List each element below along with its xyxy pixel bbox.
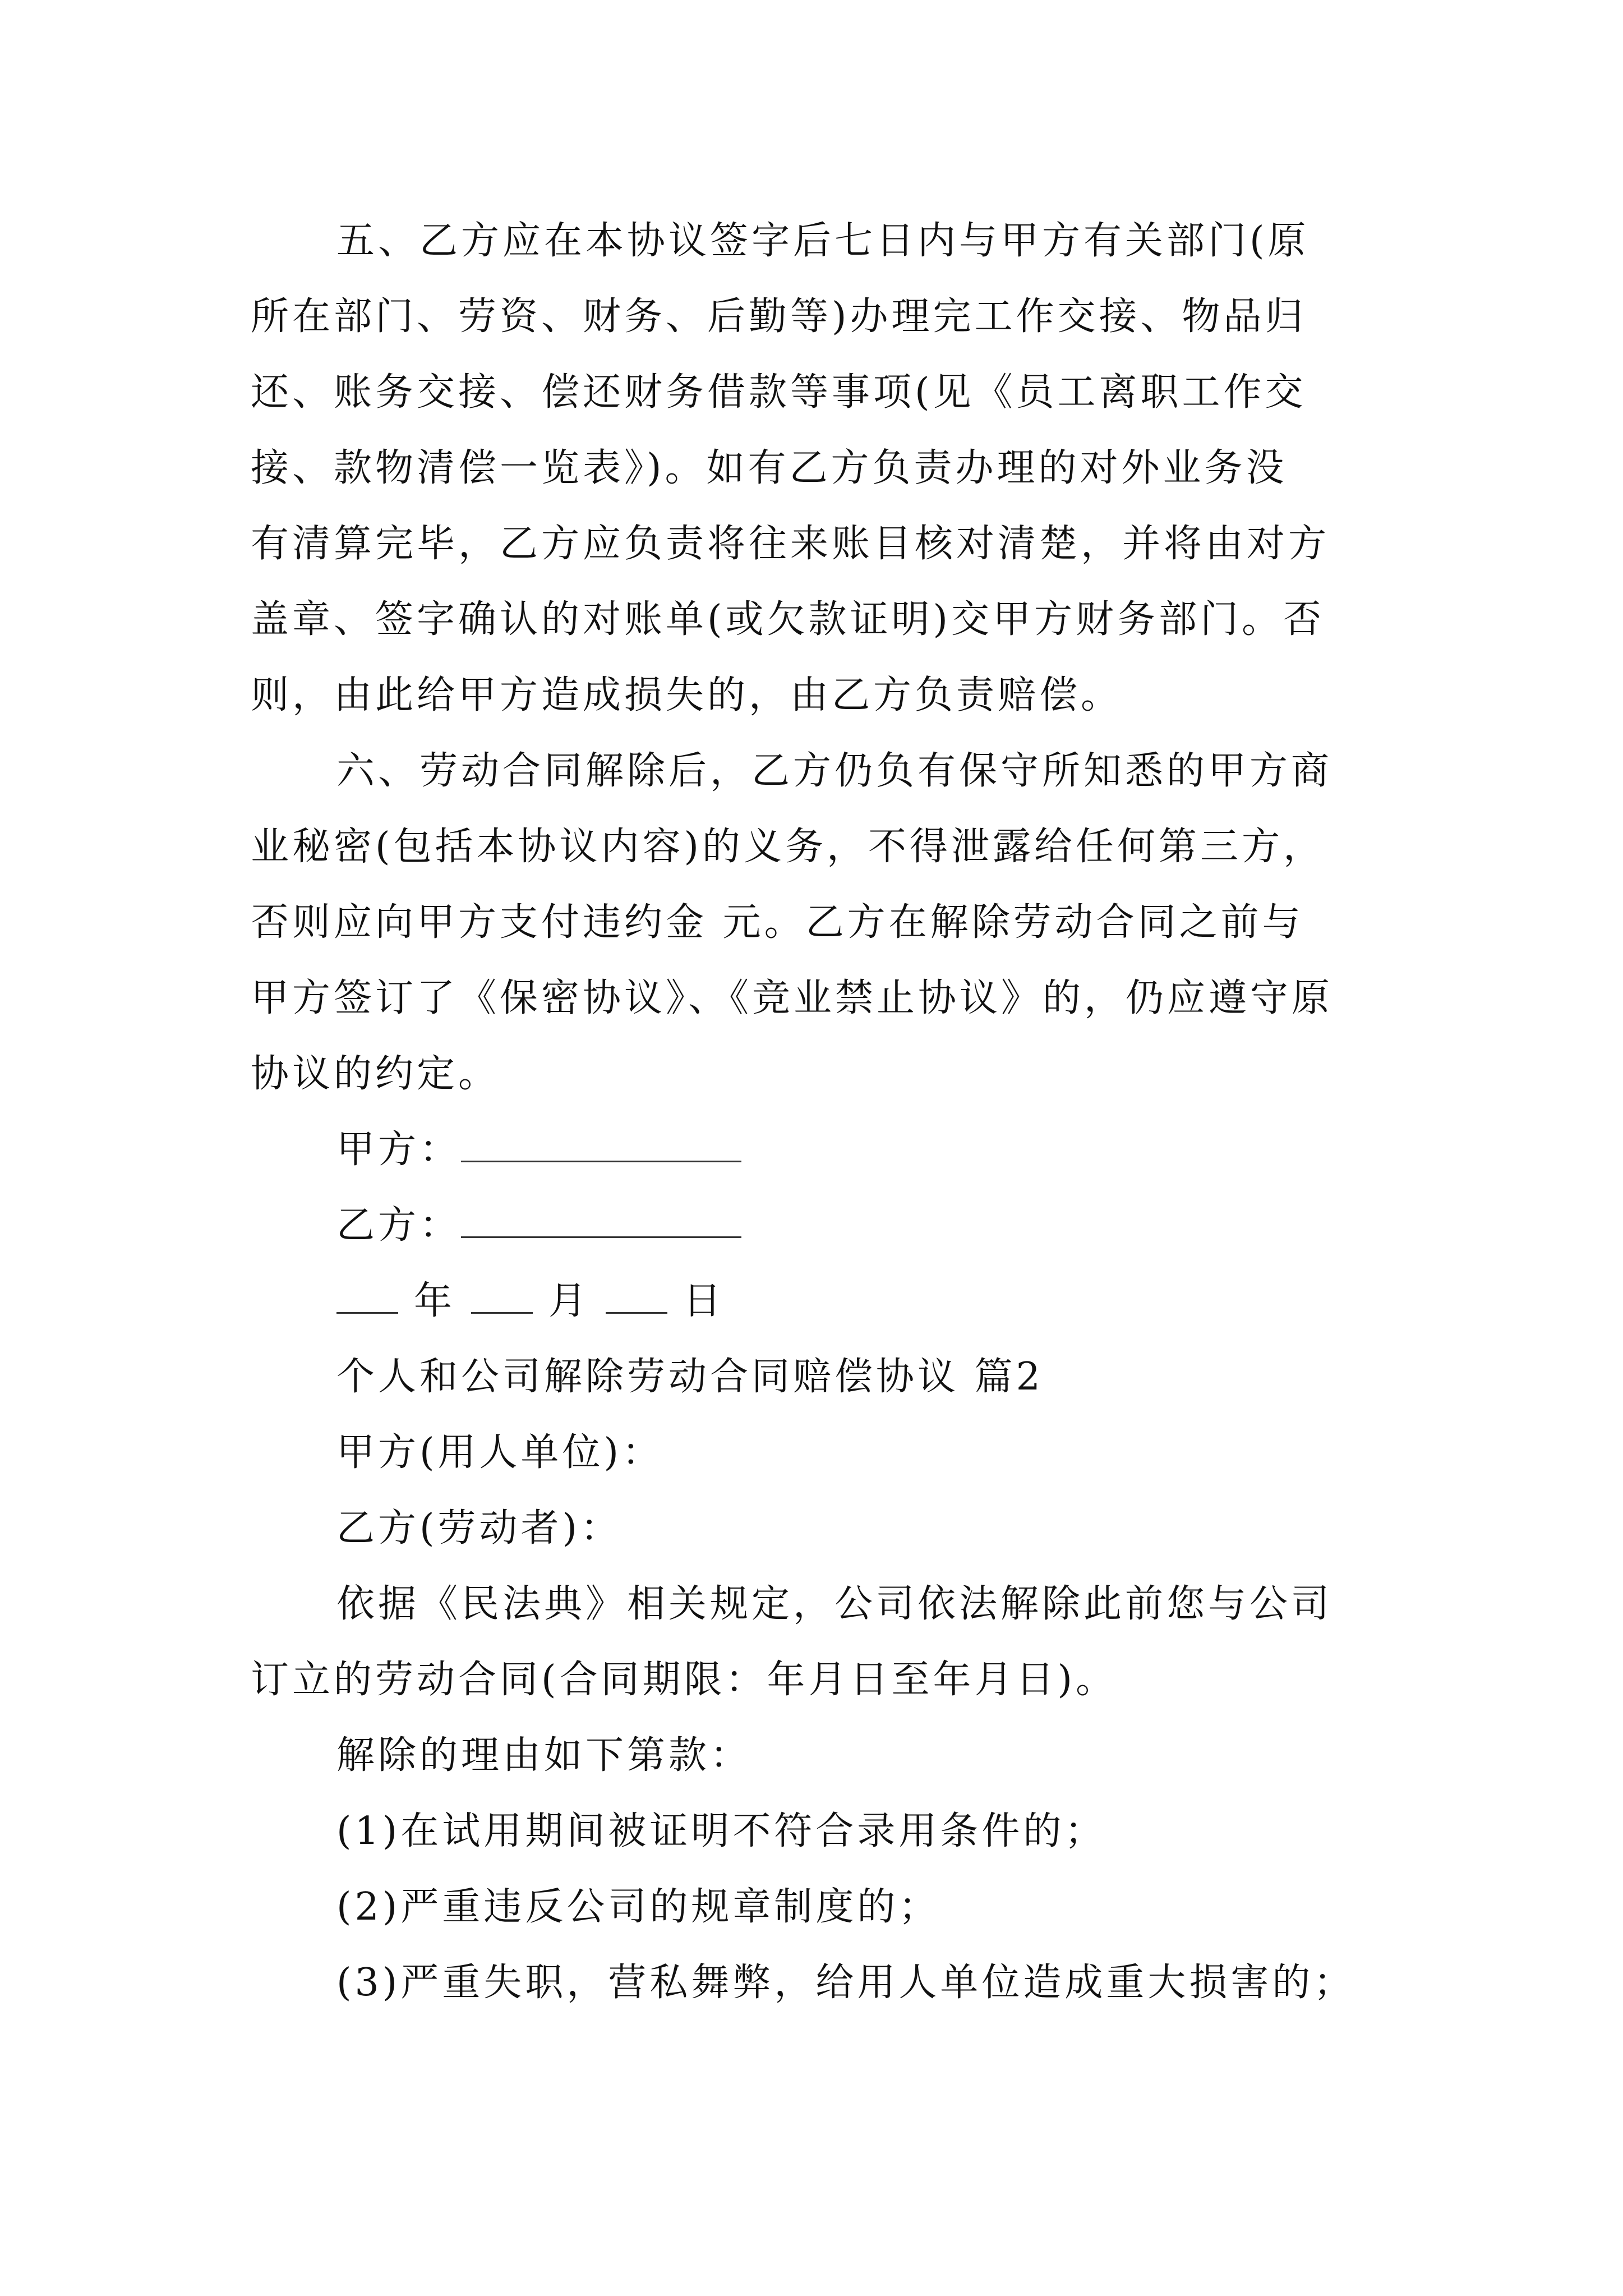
- party-b-signature-line: [336, 1203, 741, 1248]
- day-blank: [606, 1280, 667, 1314]
- section5-line-4: 接、款物清偿一览表》)。如有乙方负责办理的对外业务没: [251, 446, 1288, 490]
- section6-line-5: 协议的约定。: [251, 1052, 500, 1096]
- section6-line-1: 六、劳动合同解除后，乙方仍负有保守所知悉的甲方商: [336, 749, 1333, 793]
- section6-line-2: 业秘密(包括本协议内容)的义务，不得泄露给任何第三方，: [251, 825, 1325, 869]
- part2-title: 个人和公司解除劳动合同赔偿协议 篇2: [336, 1355, 1044, 1399]
- party-a-signature-line: [336, 1128, 741, 1172]
- section6-line-3: 否则应向甲方支付违约金 元。乙方在解除劳动合同之前与: [251, 900, 1304, 945]
- part2-basis-line-2: 订立的劳动合同(合同期限：年月日至年月日)。: [251, 1658, 1118, 1702]
- year-blank: [336, 1280, 398, 1314]
- part2-reason-heading: 解除的理由如下第款：: [336, 1733, 752, 1778]
- party-b-blank: [461, 1204, 741, 1238]
- party-a-label: 甲方：: [336, 1128, 462, 1172]
- year-label: 年: [414, 1279, 456, 1323]
- part2-reason-3: (3)严重失职，营私舞弊，给用人单位造成重大损害的；: [336, 1961, 1355, 2005]
- part2-basis-line-1: 依据《民法典》相关规定，公司依法解除此前您与公司: [336, 1582, 1333, 1626]
- section5-line-5: 有清算完毕，乙方应负责将往来账目核对清楚，并将由对方: [251, 522, 1330, 566]
- party-a-blank: [461, 1128, 741, 1162]
- part2-party-b: 乙方(劳动者)：: [336, 1506, 623, 1550]
- date-line: [336, 1279, 725, 1324]
- part2-reason-2: (2)严重违反公司的规章制度的；: [336, 1885, 940, 1929]
- part2-reason-1: (1)在试用期间被证明不符合录用条件的；: [336, 1809, 1106, 1853]
- party-b-label: 乙方：: [336, 1203, 462, 1248]
- section5-line-2: 所在部门、劳资、财务、后勤等)办理完工作交接、物品归: [251, 295, 1307, 339]
- section5-line-1: 五、乙方应在本协议签字后七日内与甲方有关部门(原: [336, 219, 1310, 263]
- section6-line-4: 甲方签订了《保密协议》、《竞业禁止协议》的，仍应遵守原: [251, 976, 1334, 1020]
- month-blank: [471, 1280, 533, 1314]
- month-label: 月: [548, 1279, 591, 1323]
- day-label: 日: [683, 1279, 725, 1323]
- section5-line-6: 盖章、签字确认的对账单(或欠款证明)交甲方财务部门。否: [251, 597, 1325, 642]
- part2-party-a: 甲方(用人单位)：: [336, 1430, 664, 1475]
- section5-line-7: 则，由此给甲方造成损失的，由乙方负责赔偿。: [251, 673, 1123, 717]
- section5-line-3: 还、账务交接、偿还财务借款等事项(见《员工离职工作交: [251, 370, 1307, 415]
